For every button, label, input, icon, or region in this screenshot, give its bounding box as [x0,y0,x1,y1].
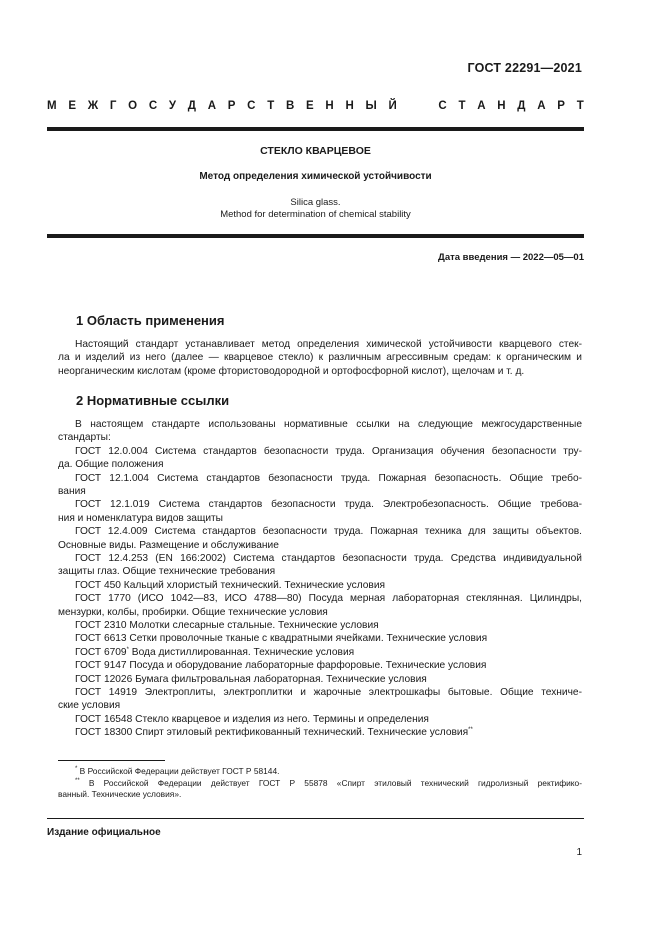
reference-text: ГОСТ 18300 Спирт этиловый ректификованный технический. Технические условия [75,727,469,739]
heading-letter: Т [458,100,466,112]
document-subtitle: Метод определения химической устойчивости [199,171,432,182]
footnotes [58,766,582,801]
heading-letter: Ж [87,100,99,112]
document-title: СТЕКЛО КВАРЦЕВОЕ [260,145,371,157]
heading-letter: С [148,100,158,112]
heading-letter [423,100,426,112]
document-code: ГОСТ 22291—2021 [467,61,582,75]
reference-line: ГОСТ 16548 Стекло кварцевое и изделия из него. Термины и определения [75,713,429,725]
footnote-2-line-1 [58,778,582,790]
reference-line: ГОСТ 1770 (ИСО 1042—83, ИСО 4788—80) Посуда мерная лабораторная стеклянная. Цилиндры, [75,593,582,605]
reference-line: ГОСТ 12.4.253 (EN 166:2002) Система стандартов безопасности труда. Средства индивидуальной [75,553,582,564]
title-rule [47,234,584,238]
section-2-title: 2 Нормативные ссылки [76,393,230,408]
paragraph-line: В настоящем стандарте использованы нормативные ссылки на следующие межгосударственные [75,419,582,430]
heading-letter: М [47,100,57,112]
reference-line: Основные виды. Размещение и обслуживание [58,539,279,551]
reference-line: мензурки, колбы, пробирки. Общие технические условия [58,606,328,618]
reference-line: вания [58,486,86,497]
page-number: 1 [576,847,582,858]
heading-letter [409,100,412,112]
heading-letter: Р [227,100,236,112]
paragraph-line: стандарты: [58,432,111,444]
reference-line: ния и номенклатура видов защиты [58,512,224,524]
heading-letter: А [477,100,486,112]
reference-line: да. Общие положения [58,459,164,471]
english-title-line-2: Method for determination of chemical stability [220,209,411,220]
heading-letter: О [128,100,138,112]
heading-letter: Р [557,100,565,112]
reference-line: ГОСТ 12.1.019 Система стандартов безопасности труда. Электробезопасность. Общие требова- [75,499,582,511]
heading-letter: Е [306,100,314,112]
footer-rule [47,818,584,819]
reference-line: ГОСТ 6613 Сетки проволочные тканые с квадратными ячейками. Технические условия [75,633,488,645]
paragraph-line: Настоящий стандарт устанавливает метод определения химической устойчивости кварцевого стек- [75,339,582,350]
reference-line: защиты глаз. Общие технические требования [58,566,276,578]
footnote-2-line-2: ванный. Технические условия». [58,789,182,799]
heading-letter: Д [187,100,196,112]
heading-letter: С [438,100,447,112]
reference-text: Вода дистиллированная. Технические условия [128,646,355,658]
footnote-1-mark: * [75,766,78,772]
reference-line: ГОСТ 12.1.004 Система стандартов безопасности труда. Пожарная безопасность. Общие требо- [75,472,582,484]
heading-letter: Д [517,100,526,112]
official-edition-label: Издание официальное [47,827,161,838]
reference-line: ГОСТ 9147 Посуда и оборудование лабораторные фарфоровые. Технические условия [75,660,487,672]
section-1-title: 1 Область применения [76,313,225,328]
heading-letter: Н [345,100,354,112]
footnote-2-mark: ** [75,777,80,784]
heading-letter: Н [497,100,506,112]
reference-code: ГОСТ 6709 [75,646,127,658]
heading-letter: Й [388,100,397,112]
reference-line: ские условия [58,700,121,712]
footnote-mark: * [126,646,129,653]
heading-letter: В [285,100,295,112]
heading-letter: Г [109,100,117,112]
heading-letter: У [168,100,177,112]
reference-line: ГОСТ 12.0.004 Система стандартов безопасности труда. Организация обучения безопасности тру- [75,445,582,457]
footnote-1-text: В Российской Федерации действует ГОСТ Р 58144. [77,766,280,776]
heading-letter: А [537,100,546,112]
heading-letter: Т [267,100,275,112]
reference-line: ГОСТ 12.4.009 Система стандартов безопасности труда. Пожарная техника для защиты объектов. [75,526,582,538]
header-rule [47,127,584,131]
introduction-date: Дата введения — 2022—05—01 [438,252,584,263]
heading-letter: Ы [365,100,377,112]
footnote-1 [58,766,582,778]
reference-line [58,726,582,739]
footnote-2-text: В Российской Федерации действует ГОСТ Р 55878 «Спирт этиловый технический гидролизный ректифико- [79,777,582,788]
reference-line: ГОСТ 14919 Электроплиты, электроплитки и жарочные электрошкафы бытовые. Общие техниче- [75,687,582,698]
heading-letter: С [247,100,256,112]
footnote-mark: ** [468,727,473,734]
reference-line: ГОСТ 450 Кальций хлористый технический. Технические условия [75,579,386,591]
footnote-separator [58,760,165,761]
paragraph-line: ла и изделий из него (далее — кварцевое стекло) к различным агрессивным средам: к органическим и [58,352,582,364]
heading-letter: Н [325,100,334,112]
reference-line [58,646,582,659]
paragraph-line: неорганическим кислотам (кроме фтористоводородной и ортофосфорной кислот), щелочам и т. д. [58,365,525,377]
heading-letter: А [207,100,217,112]
reference-line: ГОСТ 2310 Молотки слесарные стальные. Технические условия [75,620,379,631]
reference-line: ГОСТ 12026 Бумага фильтровальная лабораторная. Технические условия [75,673,427,685]
heading-letter: Е [68,100,76,112]
interstate-standard-heading [47,100,584,112]
heading-letter: Т [576,100,584,112]
english-title-line-1: Silica glass. [290,197,341,208]
